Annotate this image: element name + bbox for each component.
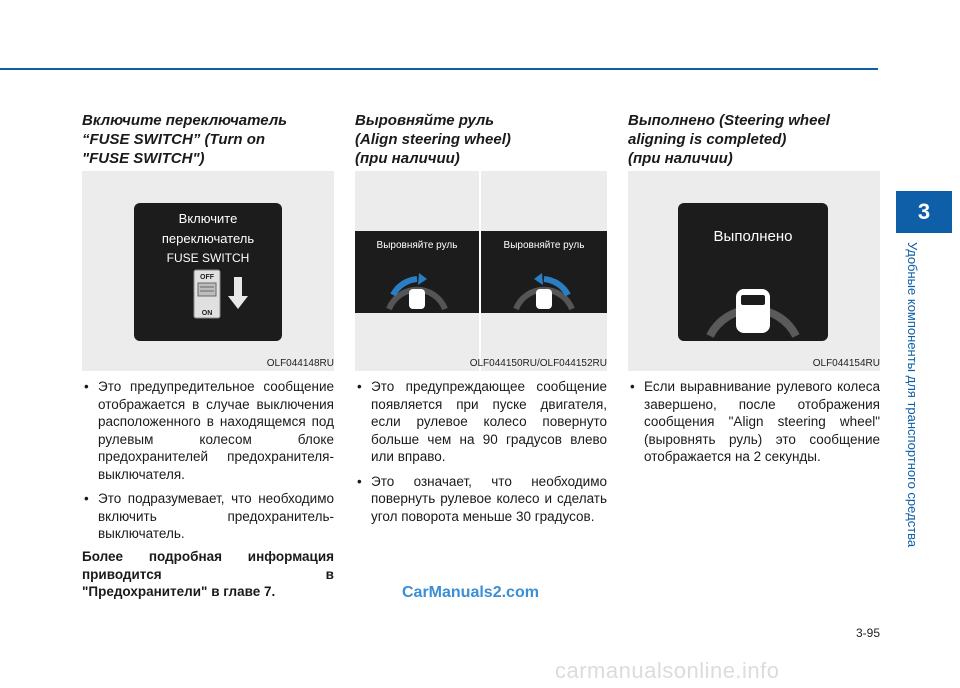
switch-off-label: OFF xyxy=(200,274,214,281)
heading-line: Выполнено (Steering wheel xyxy=(628,112,830,129)
more-info-note xyxy=(82,548,334,601)
section-heading xyxy=(628,111,880,167)
heading-line: aligning is completed) xyxy=(628,131,787,148)
column-align-completed xyxy=(628,111,880,167)
header-rule xyxy=(0,68,878,70)
figure-code: OLF044148RU xyxy=(266,358,334,369)
more-info-line: "Предохранители" в главе 7. xyxy=(82,584,276,599)
chapter-title xyxy=(904,242,920,562)
display-text-right: Выровняйте руль xyxy=(503,240,585,251)
list-item: • Это подразумевает, что необходимо включить предохранитель-выключатель. xyxy=(82,490,334,543)
column-fuse-switch xyxy=(82,111,334,167)
heading-line: Выровняйте руль xyxy=(355,112,495,129)
list-item: • Если выравнивание рулевого колеса завершено, после отображения сообщения "Align steering wheel" (выровнять руль) это сообщение отображается на 2 секунды. xyxy=(628,378,880,466)
fuse-switch-illustration xyxy=(82,171,334,371)
list-item: • Это означает, что необходимо повернуть рулевое колесо и сделать угол поворота меньше 30 градусов. xyxy=(355,473,607,526)
display-text: Включите xyxy=(178,211,238,226)
display-text: FUSE SWITCH xyxy=(166,251,250,265)
heading-line: (при наличии) xyxy=(355,150,460,167)
align-steering-illustration xyxy=(355,171,607,371)
heading-line: (при наличии) xyxy=(628,150,733,167)
chapter-title-text: Удобные компоненты для транспортного средства xyxy=(905,242,920,548)
column-align-steering xyxy=(355,111,607,167)
heading-line: “FUSE SWITCH” (Turn on xyxy=(82,131,266,148)
bullet-list xyxy=(355,378,607,532)
watermark-link[interactable]: CarManuals2.com xyxy=(402,584,539,601)
chapter-tab: 3 xyxy=(896,191,952,233)
section-heading xyxy=(82,111,334,167)
footer-watermark: carmanualsonline.info xyxy=(555,658,780,683)
display-text-left: Выровняйте руль xyxy=(376,240,458,251)
heading-line: (Align steering wheel) xyxy=(355,131,511,148)
align-completed-illustration xyxy=(628,171,880,371)
display-text: Выполнено xyxy=(713,228,793,245)
display-text: переключатель xyxy=(161,231,255,246)
figure-align-steering xyxy=(355,171,607,371)
list-item: • Это предупреждающее сообщение появляется при пуске двигателя, если рулевое колесо повернуто больше чем на 90 градусов влево или вправо. xyxy=(355,378,607,466)
section-heading xyxy=(355,111,607,167)
figure-align-completed xyxy=(628,171,880,371)
bullet-list xyxy=(82,378,334,550)
figure-fuse-switch xyxy=(82,171,334,371)
more-info-line: Более подробная информация приводится в xyxy=(82,549,334,582)
switch-on-label: ON xyxy=(201,310,213,317)
figure-code: OLF044150RU/OLF044152RU xyxy=(469,358,607,369)
fuse-switch-icon xyxy=(194,270,220,318)
heading-line: Включите переключатель xyxy=(82,112,288,129)
heading-line: "FUSE SWITCH") xyxy=(82,150,205,167)
list-item: • Это предупредительное сообщение отображается в случае выключения расположенного в находящемся под рулевым колесом блоке предохранителей предохранителя-выключателя. xyxy=(82,378,334,483)
page-number: 3-95 xyxy=(855,626,880,640)
figure-code: OLF044154RU xyxy=(812,358,880,369)
bullet-list xyxy=(628,378,880,473)
